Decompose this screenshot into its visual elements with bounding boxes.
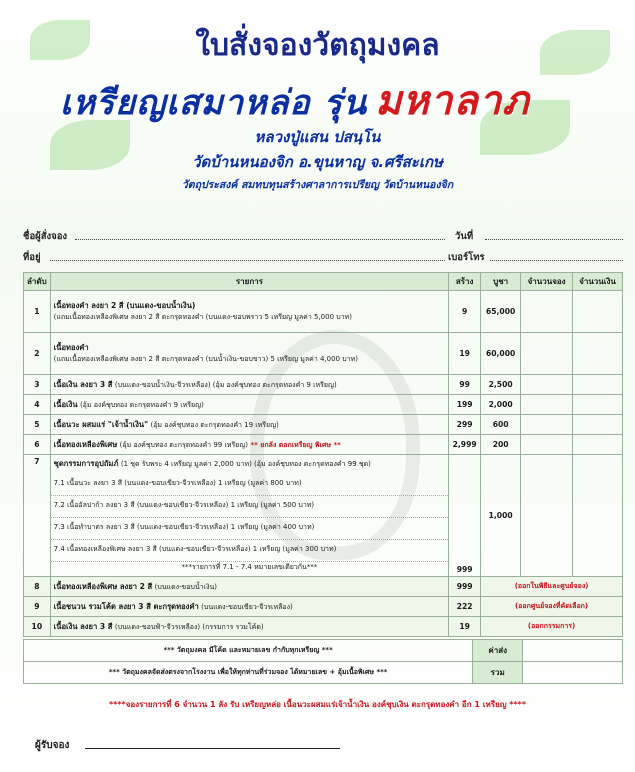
header-no: ลำดับ: [24, 273, 51, 291]
amount-cell[interactable]: [573, 395, 623, 415]
amount-cell[interactable]: [573, 415, 623, 435]
qty-cell[interactable]: [521, 415, 573, 435]
table-header-row: [24, 273, 623, 291]
phone-label: เบอร์โทร: [448, 252, 485, 263]
total-label: รวม: [473, 662, 523, 684]
shipping-label: ค่าส่ง: [473, 640, 523, 662]
table-row: 8 เนื้อทองเหลืองพิเศษ ลงยา 2 สี (บนแดง-ขอบน้ำเงิน) 999 (ออกในพิธีและศูนย์จอง): [24, 577, 623, 597]
table-row: 7 ชุดกรรมการอุปถัมภ์ (1 ชุด รับพระ 4 เหรียญ มูลค่า 2,000 บาท) (อุ้ม องค์ชุบทอง ตะกรุดทองคำ 99 ชุด) 7.1 เนื้อนวะ ลงยา 3 สี (บนแดง-ขอบเขียว-จีวรเหลือง) 1 เหรียญ (มูลค่า 800 บาท) 7.2 เนื้ออัลปาก้า ลงยา 3 สี (บนแดง-ขอบเขียว-จีวรเหลือง) 1 เหรียญ (มูลค่า 500 บาท) 7.3 เนื้อทำบาตร ลงยา 3 สี (บนแดง-ขอบเขียว-จีวรเหลือง) 1 เหรียญ (มูลค่า 400 บาท) 7.4 เนื้อทองเหลืองพิเศษ ลงยา 3 สี (บนแดง-ขอบเขียว-จีวรเหลือง) 1 เหรียญ (มูลค่า 300 บาท) ***รายการที่ 7.1 - 7.4 หมายเลขเดียวกัน*** 999 1,000: [24, 455, 623, 577]
qty-cell[interactable]: [521, 455, 573, 577]
address-label: ที่อยู่: [23, 252, 41, 263]
purpose-text: วัตถุประสงค์ สมทบทุนสร้างศาลาการเปรียญ วัดบ้านหนองจิก: [181, 179, 454, 191]
coin-title-main: เหรียญเสมาหล่อ รุ่น: [60, 83, 368, 123]
footer-note: ****จองรายการที่ 6 จำนวน 1 ลัง รับ เหรียญหล่อ เนื้อนวะผสมแร่เจ้าน้ำเงิน องค์ชุบเงิน ตะกรุดทองคำ อีก 1 เหรียญ ****: [108, 700, 527, 709]
summary-table: [23, 639, 623, 684]
header-price: บูชา: [481, 273, 521, 291]
summary-note-1: *** วัตถุมงคล มีโค้ด และหมายเลข กำกับทุกเหรียญ ***: [24, 640, 473, 662]
coin-title: [60, 68, 530, 132]
list-item: 7.2 เนื้ออัลปาก้า ลงยา 3 สี (บนแดง-ขอบเขียว-จีวรเหลือง) 1 เหรียญ (มูลค่า 500 บาท): [51, 496, 449, 518]
receiver-label: ผู้รับจอง: [35, 740, 70, 751]
list-item: 7.4 เนื้อทองเหลืองพิเศษ ลงยา 3 สี (บนแดง-ขอบเขียว-จีวรเหลือง) 1 เหรียญ (มูลค่า 300 บาท): [51, 540, 449, 562]
form-title: ใบสั่งจองวัตถุมงคล: [195, 28, 440, 63]
table-row: 2 เนื้อทองคำ (แถมเนื้อทองเหลืองพิเศษ ลงยา 2 สี ตะกรุดทองคำ (บนน้ำเงิน-ขอบขาว) 5 เหรียญ มูลค่า 4,000 บาท) 19 60,000: [24, 333, 623, 375]
header-amount: จำนวนเงิน: [573, 273, 623, 291]
temple-name: วัดบ้านหนองจิก อ.ขุนหาญ จ.ศรีสะเกษ: [192, 153, 443, 171]
header-qty: จำนวนจอง: [521, 273, 573, 291]
date-field[interactable]: [485, 239, 623, 240]
qty-cell[interactable]: [521, 333, 573, 375]
shipping-field[interactable]: [523, 640, 623, 662]
table-row: 5 เนื้อนวะ ผสมแร่ "เจ้าน้ำเงิน" (อุ้ม องค์ชุบทอง ตะกรุดทองคำ 19 เหรียญ) 299 600: [24, 415, 623, 435]
total-field[interactable]: [523, 662, 623, 684]
amount-cell[interactable]: [573, 375, 623, 395]
amount-cell[interactable]: [573, 455, 623, 577]
series-name: มหาลาภ: [375, 77, 530, 124]
table-row: 4 เนื้อเงิน (อุ้ม องค์ชุบทอง ตะกรุดทองคำ 9 เหรียญ) 199 2,000: [24, 395, 623, 415]
table-row: 9 เนื้อชนวน รวมโค้ด ลงยา 3 สี ตะกรุดทองคำ (บนแดง-ขอบเขียว-จีวรเหลือง) 222 (ออกศูนย์จองที่คัดเลือก): [24, 597, 623, 617]
phone-field[interactable]: [490, 260, 623, 261]
header-made: สร้าง: [449, 273, 481, 291]
amount-cell[interactable]: [573, 291, 623, 333]
order-table: [23, 272, 623, 637]
table-row: 1 เนื้อทองคำ ลงยา 2 สี (บนแดง-ขอบน้ำเงิน) (แถมเนื้อทองเหลืองพิเศษ ลงยา 2 สี ตะกรุดทองคำ (บนแดง-ขอบพราว 5 เหรียญ มูลค่า 5,000 บาท) 9 65,000: [24, 291, 623, 333]
header-item: รายการ: [50, 273, 449, 291]
table-row: 3 เนื้อเงิน ลงยา 3 สี (บนแดง-ขอบน้ำเงิน-จีวรเหลือง) (อุ้ม องค์ชุบทอง ตะกรุดทองคำ 9 เหรียญ) 99 2,500: [24, 375, 623, 395]
list-item: 7.3 เนื้อทำบาตร ลงยา 3 สี (บนแดง-ขอบเขียว-จีวรเหลือง) 1 เหรียญ (มูลค่า 400 บาท): [51, 518, 449, 540]
summary-note-2: *** วัตถุมงคลจัดส่งตรงจากโรงงาน เพื่อให้ทุกท่านที่ร่วมจอง ได้หมายเลข + อุ้มเนื้อพิเศษ ***: [24, 662, 473, 684]
qty-cell[interactable]: [521, 291, 573, 333]
table-row: 10 เนื้อเงิน ลงยา 3 สี (บนแดง-ขอบฟ้า-จีวรเหลือง) (กรรมการ รวมโค้ด) 19 (ออกกรรมการ): [24, 617, 623, 637]
address-field[interactable]: [50, 260, 445, 261]
header: [0, 0, 635, 205]
qty-cell[interactable]: [521, 395, 573, 415]
table-row: 6 เนื้อทองเหลืองพิเศษ (อุ้ม องค์ชุบทอง ตะกรุดทองคำ 99 เหรียญ) ** ยกลัง ตอกเหรียญ พิเศษ ** 2,999 200: [24, 435, 623, 455]
name-label: ชื่อผู้สั่งจอง: [23, 231, 68, 242]
qty-cell[interactable]: [521, 375, 573, 395]
name-field[interactable]: [75, 239, 445, 240]
receiver-signature-line[interactable]: [85, 748, 340, 749]
monk-name: หลวงปู่แสน ปสนฺโน: [254, 128, 381, 146]
amount-cell[interactable]: [573, 435, 623, 455]
amount-cell[interactable]: [573, 333, 623, 375]
list-item: 7.1 เนื้อนวะ ลงยา 3 สี (บนแดง-ขอบเขียว-จีวรเหลือง) 1 เหรียญ (มูลค่า 800 บาท): [51, 474, 449, 496]
qty-cell[interactable]: [521, 435, 573, 455]
date-label: วันที่: [455, 231, 474, 242]
